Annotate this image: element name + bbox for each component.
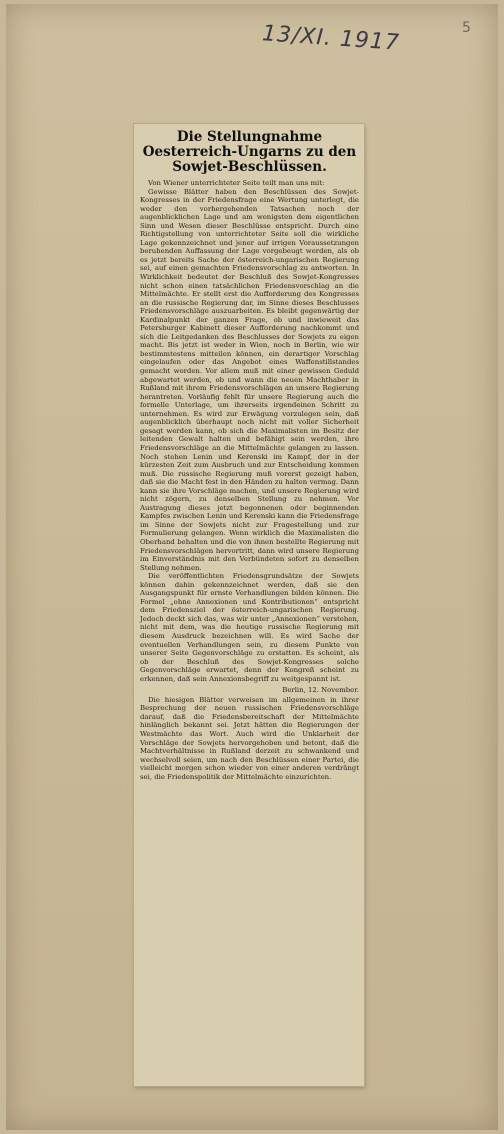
article-paragraph-3: Die hiesigen Blätter verweisen im allgemeinen in ihrer Besprechung der neuen russischen Friedensvorschläge darauf, daß die Friedensbereitschaft der Mittelmächte hinlänglich bekannt sei. Jetzt hätten die Regierungen der Westmächte das Wort. Auch wird die Unklarheit der Vorschläge der Sowjets hervorgehoben und betont, daß die Machtverhältnisse in Rußland derzeit zu schwankend und wechselvoll seien, um nach den Beschlüssen einer Partei, die vielleicht morgen schon wieder von einer anderen verdrängt sei, die Friedenspolitik der Mittelmächte einzurichten. <box>140 695 359 781</box>
article-paragraph-1: Gewisse Blätter haben den Beschlüssen des Sowjet-Kongresses in der Friedensfrage eine Wertung unterlegt, die weder den vorhergehenden Tatsachen noch der augenblicklichen Lage und am wenigsten dem eigentlichen Sinn und Wesen dieser Beschlüsse entspricht. Durch eine Richtigstellung von unterrichteter Seite soll die wirkliche Lage gekennzeichnet und jener auf irrigen Voraussetzungen beruhenden Auffassung der Lage vorgebeugt werden, als ob es jetzt bereits Sache der österreich-ungarischen Regierung sei, auf einen gemachten Friedensvorschlag zu antworten. In Wirklichkeit bedeutet der Beschluß des Sowjet-Kongresses nicht schon einen tatsächlichen Friedensvorschlag an die Mittelmächte. Er stellt erst die Aufforderung des Kongresses an die russische Regierung dar, im Sinne dieses Beschlusses Friedensvorschläge auszuarbeiten. Es bleibt gegenwärtig der Kardinalpunkt der ganzen Frage, ob und inwieweit das Petersburger Kabinett dieser Aufforderung nachkommt und sich die Leitgedanken des Beschlusses der Sowjets zu eigen macht. Bis jetzt ist weder in Wien, noch in Berlin, wie wir bestimmtestens mitteilen können, ein derartiger Vorschlag eingelaufen oder das Angebot eines Waffenstillstandes gemacht worden. Vor allem muß mit einer gewissen Geduld abgewartet werden, ob und wann die neuen Machthaber in Rußland mit ihrem Friedensvorschlägen an unsere Regierung herantreten. Vorläufig fehlt für unsere Regierung auch die formelle Unterlage, um ihrerseits irgendeinen Schritt zu unternehmen. Es wird zur Erwägung vorzulegen sein, daß augenblicklich überhaupt noch nicht mit voller Sicherheit gesagt werden kann, ob sich die Maximalisten im Besitz der leitenden Gewalt halten und befähigt sein werden, ihre Friedensvorschläge an die Mittelmächte gelangen zu lassen. Noch stehen Lenin und Kerenski im Kampf, der in der kürzesten Zeit zum Ausbruch und zur Entscheidung kommen muß. Die russische Regierung muß vorerst gezeigt haben, daß sie die Macht fest in den Händen zu halten vermag. Dann kann sie ihre Vorschläge machen, und unsere Regierung wird nicht zögern, zu denselben Stellung zu nehmen. Vor Austragung dieses jetzt begonnenen oder beginnenden Kampfes zwischen Lenin und Kerenski kann die Friedensfrage im Sinne der Sowjets nicht zur Fragestellung und zur Formulierung gelangen. Wenn wirklich die Maximalisten die Oberhand behalten und die von ihnen bestellte Regierung mit Friedensvorschlägen hervortritt, dann wird unsere Regierung im Einverständnis mit den Verbündeten sofort zu denselben Stellung nehmen. <box>140 187 359 572</box>
folio-number: 5 <box>462 20 471 36</box>
article-dateline: Berlin, 12. November. <box>282 686 359 695</box>
handwritten-date: 13/XI. 1917 <box>261 21 401 56</box>
article-lede: Von Wiener unterrichteter Seite teilt man uns mit: <box>148 179 325 187</box>
article-paragraph-2: Die veröffentlichten Friedensgrundsätze der Sowjets können dahin gekennzeichnet werden, daß sie den Ausgangspunkt für ernste Verhandlungen bilden können. Die Formel „ohne Annexionen und Kontributionen“ entspricht dem Friedensziel der österreich-ungarischen Regierung. Jedoch deckt sich das, was wir unter „Annexionen“ verstehen, nicht mit dem, was die heutige russische Regierung mit diesem Ausdruck bezeichnen will. Es wird Sache der eventuellen Verhandlungen sein, zu diesem Punkte von unserer Seite Gegenvorschläge zu erstatten. Es scheint, als ob der Beschluß des Sowjet-Kongresses solche Gegenvorschläge erwartet, denn der Kongreß scheint zu erkennen, daß sein Annexionsbegriff zu weitgespannt ist. <box>140 572 359 683</box>
newspaper-clipping <box>134 124 364 1086</box>
article-body <box>140 179 359 683</box>
article-headline: Die Stellungnahme Oesterreich-Ungarns zu den Sowjet-Beschlüssen. <box>142 129 357 175</box>
article-body-2 <box>140 696 359 781</box>
